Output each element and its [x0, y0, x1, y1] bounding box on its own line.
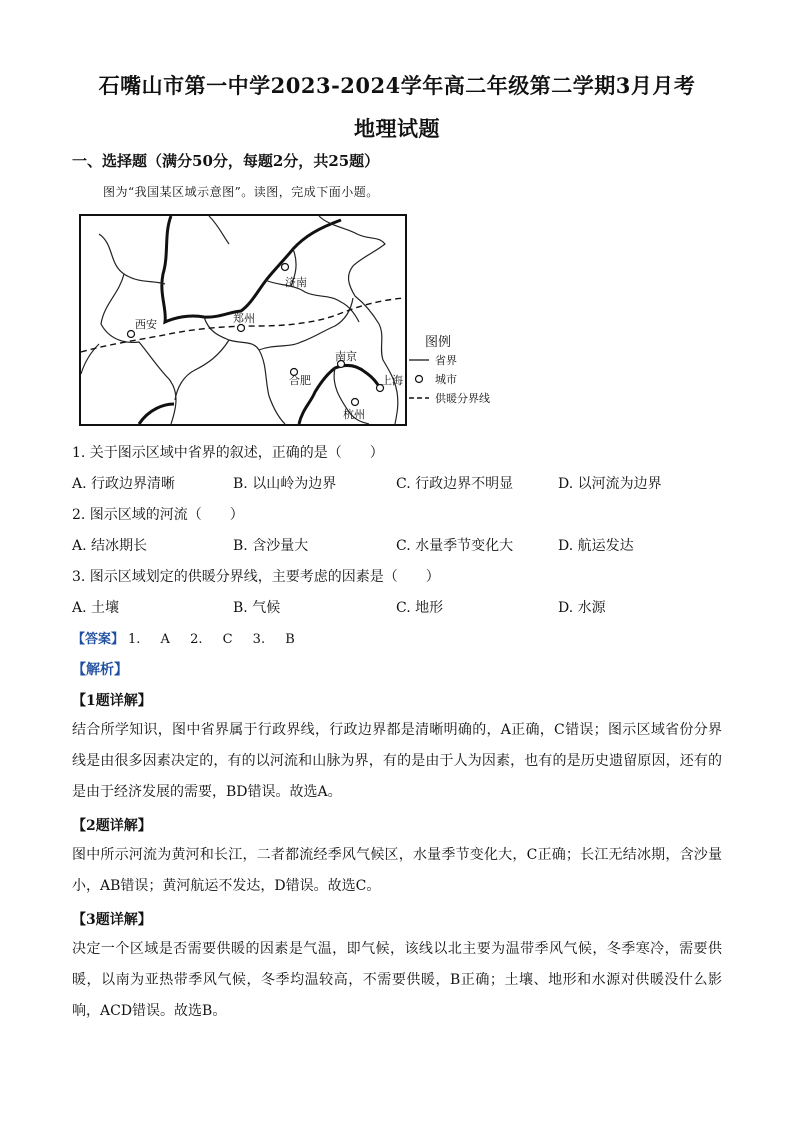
exam-subject: 地理试题 [354, 116, 440, 141]
legend-label: 城市 [435, 373, 457, 386]
map-legend [405, 330, 515, 410]
city-label: 郑州 [233, 312, 255, 325]
option-3c: C. 地形 [396, 600, 444, 616]
detail-text-2: 图中所示河流为黄河和长江，二者都流经季风气候区，水量季节变化大，C正确；长江无结冰期，含沙量小，AB错误；黄河航运不发达，D错误。故选C。 [72, 847, 722, 894]
option-1c: C. 行政边界不明显 [396, 476, 514, 492]
city-hangzhou [352, 399, 359, 406]
question-1: 1. 关于图示区域中省界的叙述，正确的是（ ） [72, 445, 384, 461]
legend-label: 省界 [435, 354, 457, 367]
option-1b: B. 以山岭为边界 [233, 476, 337, 492]
option-2c: C. 水量季节变化大 [396, 538, 514, 554]
legend-city-symbol [416, 376, 423, 383]
option-2b: B. 含沙量大 [233, 538, 309, 554]
option-2d: D. 航运发达 [558, 538, 634, 554]
city-label: 南京 [335, 350, 357, 363]
section-heading: 一、选择题（满分50分，每题2分，共25题） [72, 152, 380, 170]
answer-values: 1. A 2. C 3. B [128, 632, 295, 647]
option-1a: A. 行政边界清晰 [72, 476, 176, 492]
detail-heading-2: 【2题详解】 [72, 818, 152, 834]
city-label: 济南 [285, 276, 307, 289]
option-3d: D. 水源 [558, 600, 606, 616]
city-label: 西安 [135, 318, 157, 331]
city-jinan [282, 264, 289, 271]
region-map [79, 214, 407, 426]
option-2a: A. 结冰期长 [72, 538, 148, 554]
analysis-tag: 【解析】 [72, 662, 128, 678]
legend-title: 图例 [425, 335, 452, 350]
map-intro: 图为“我国某区域示意图”。读图，完成下面小题。 [103, 185, 379, 199]
legend-label: 供暖分界线 [435, 392, 490, 405]
detail-text-1: 结合所学知识，图中省界属于行政界线，行政边界都是清晰明确的，A正确，C错误；图示区域省份分界线是由很多因素决定的，有的以河流和山脉为界，有的是由于人为因素，也有的是历史遗留原因，还有的是由于经济发展的需要，BD错误。故选A。 [72, 722, 722, 800]
detail-text-3: 决定一个区域是否需要供暖的因素是气温，即气候，该线以北主要为温带季风气候，冬季寒冷，需要供暖，以南为亚热带季风气候，冬季均温较高，不需要供暖，B正确；土壤、地形和水源对供暖没什么影响，ACD错误。故选B。 [72, 941, 722, 1019]
option-3b: B. 气候 [233, 600, 281, 616]
question-2: 2. 图示区域的河流（ ） [72, 507, 244, 523]
city-xian [128, 331, 135, 338]
city-label: 杭州 [343, 408, 365, 421]
city-label: 合肥 [289, 374, 311, 387]
city-zhengzhou [238, 325, 245, 332]
city-label: 上海 [381, 374, 403, 387]
answer-tag: 【答案】 [72, 632, 125, 647]
exam-title: 石嘴山市第一中学2023-2024学年高二年级第二学期3月月考 [98, 73, 696, 98]
answer-line [72, 628, 295, 647]
option-3a: A. 土壤 [72, 600, 120, 616]
detail-heading-3: 【3题详解】 [72, 912, 152, 928]
detail-heading-1: 【1题详解】 [72, 693, 152, 709]
option-1d: D. 以河流为边界 [558, 476, 662, 492]
question-3: 3. 图示区域划定的供暖分界线，主要考虑的因素是（ ） [72, 569, 440, 585]
